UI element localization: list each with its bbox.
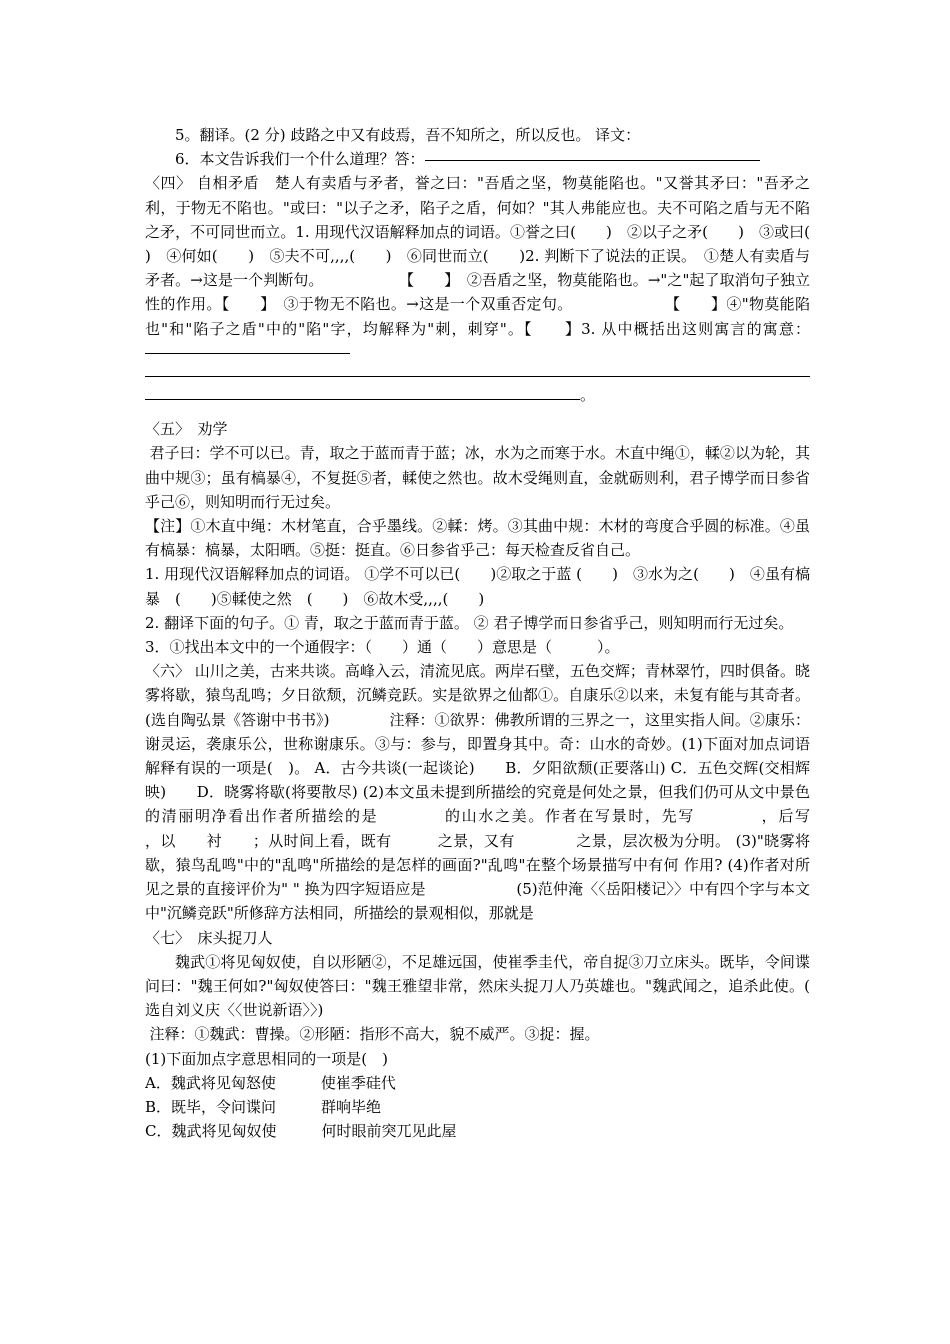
section-5-question-3: 3．①找出本文中的一个通假字：（ ）通（ ）意思是（ ）。	[145, 638, 620, 657]
section-7-option-c: C．魏武将见匈奴使 何时眼前突兀见此屋	[145, 1122, 457, 1141]
section-7-title: 〈七〉 床头捉刀人	[145, 928, 273, 947]
section-5-question-2: 2. 翻译下面的句子。① 青，取之于蓝而青于蓝。 ② 君子博学而日参省乎己，则知明而行无过矣。	[145, 613, 794, 632]
section-7-passage: 魏武①将见匈奴使，自以形陋②，不足雄远国，使崔季圭代，帝自捉③刀立床头。既毕，令间谍问曰："魏王何如?"匈奴使答曰："魏王雅望非常，然床头捉刀人乃英雄也。"魏武闻之，追杀此使。( 选自刘义庆〈〈世说新语〉〉)	[145, 952, 810, 1020]
section-5-question-1: 1. 用现代汉语解释加点的词语。 ①学不可以已( )②取之于蓝 ( ) ③水为之( ) ④虽有槁暴 ( )⑤輮使之然 ( ) ⑥故木受,,,,( )	[145, 565, 810, 608]
answer-line	[145, 399, 580, 400]
section-7-notes: 注释：①魏武：曹操。②形陋：指形不高大，貌不威严。③捉：握。	[149, 1025, 600, 1044]
section-5-passage: 君子曰：学不可以已。青，取之于蓝而青于蓝；冰，水为之而寒于水。木直中绳①，輮②以为轮，其曲中规③；虽有槁暴④，不复挺⑤者，輮使之然也。故木受绳则直，金就砺则利，君子博学而日参省乎己⑥，则知明而行无过矣。	[145, 444, 810, 511]
answer-line	[145, 353, 350, 354]
answer-line	[145, 376, 810, 377]
section-7-option-a: A．魏武将见匈怒使 使崔季硅代	[145, 1073, 396, 1092]
section-7-question-1: (1)下面加点字意思相同的一项是( )	[145, 1049, 388, 1068]
section-6-passage: 〈六〉 山川之美，古来共谈。高峰入云，清流见底。两岸石壁，五色交辉；青林翠竹，四时俱备。晓雾将歇，猿鸟乱鸣；夕日欲颓，沉鳞竞跃。实是欲界之仙都①。自康乐②以来，未复有能与其奇者。 (选自陶弘景《答谢中书书》) 注释：①欲界：佛教所谓的三界之一，这里实指人间。②康乐：谢灵运，袭康乐公，世称谢康乐。③与：参与，即置身其中。奇：山水的奇妙。(1)下面对加点词语解释有误的一项是( )。 A．古今共谈(一起谈论) B．夕阳欲颓(正要落山) C．五色交辉(交相辉映) D．晓雾将歇(将要散尽) (2)本文虽未提到所描绘的究竟是何处之景，但我们仍可从文中景色的清丽明净看出作者所描绘的是 的山水之美。作者在写景时，先写 ，后写 ，以 衬 ；从时间上看，既有 之景，又有 之景，层次极为分明。 (3)"晓雾将歇，猿鸟乱鸣"中的"乱鸣"所描绘的是怎样的画面?"乱鸣"在整个场景描写中有何 作用? (4)作者对所见之景的直接评价为" " 换为四字短语应是 (5)范仲淹〈〈岳阳楼记〉〉中有四个字与本文中"沉鳞竞跃"所修辞方法相同，所描绘的景观相似，那就是	[145, 662, 871, 923]
section-4-text: 〈四〉 自相矛盾 楚人有卖盾与矛者，誉之曰："吾盾之坚，物莫能陷也。"又誉其矛曰："吾矛之利，于物无不陷也。"或曰："以子之矛，陷子之盾，何如？"其人弗能应也。夫不可陷之盾与无不陷之矛，不可同世而立。1. 用现代汉语解释加点的词语。①誉之曰( ) ②以子之矛( ) ③或曰( ) ④何如( ) ⑤夫不可,,,,( ) ⑥同世而立( )2. 判断下了说法的正误。 ①楚人有卖盾与矛者。→这是一个判断句。 【 】 ②吾盾之坚，物莫能陷也。→"之"起了取消句子独立性的作用。【 】 ③于物无不陷也。→这是一个双重否定句。 【 】④"物莫能陷也"和"陷子之盾"中的"陷"字，均解释为"刺，刺穿"。【 】3. 从中概括出这则寓言的寓意：	[145, 174, 841, 338]
section-5-title: 〈五〉 劝学	[145, 420, 228, 439]
section-4-passage	[145, 171, 841, 365]
q6-question	[145, 147, 810, 171]
section-4-end-mark: 。	[580, 386, 596, 405]
q5-translation: 5。翻译。(2 分) 歧路之中又有歧焉，吾不知所之，所以反也。 译文：	[175, 126, 641, 144]
section-5-notes: 【注】①木直中绳：木材笔直，合乎墨线。②輮：烤。③其曲中规：木材的弯度合乎圆的标准。④虽有槁暴：槁暴，太阳晒。⑤挺：挺直。⑥日参省乎己：每天检查反省自己。	[145, 517, 810, 560]
section-7-option-b: B．既毕，令问谍问 群响毕绝	[145, 1097, 382, 1116]
q6-text: 6．本文告诉我们一个什么道理？答：	[175, 150, 425, 169]
answer-line	[425, 160, 760, 161]
